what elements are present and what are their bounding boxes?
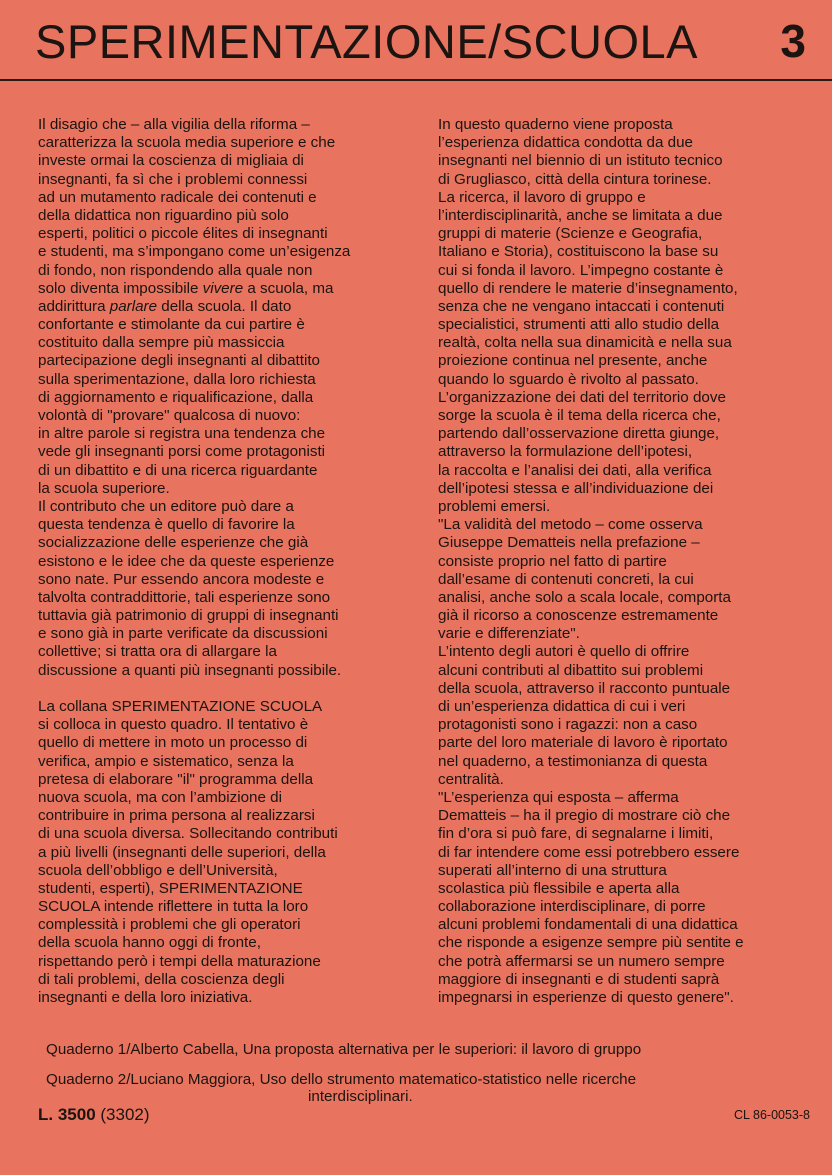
right-column-text-line: che risponde a esigenze sempre più sentite e <box>438 934 744 952</box>
left-column-text-line: caratterizza la scuola media superiore e che <box>38 134 336 152</box>
left-column-text-line: di tali problemi, della coscienza degli <box>38 970 285 988</box>
left-column-text-line: collettive; si tratta ora di allargare la <box>38 643 277 661</box>
left-column-text-line: pretesa di elaborare "il" programma della <box>38 770 314 788</box>
right-column-text-line: la raccolta e l’analisi dei dati, alla verifica <box>438 461 712 479</box>
left-column-text-line: solo diventa impossibile vivere a scuola, ma <box>38 279 334 297</box>
left-column-text-line: ad un mutamento radicale dei contenuti e <box>38 188 317 206</box>
left-column-paragraph-gap <box>38 680 428 698</box>
header <box>0 0 832 80</box>
left-column-text-line: volontà di "provare" qualcosa di nuovo: <box>38 407 301 424</box>
right-column-text-line: della scuola, attraverso il racconto puntuale <box>438 679 731 697</box>
right-column-text-line: quello di rendere le materie d’insegnamento, <box>438 279 738 297</box>
left-column-text-line: costituito dalla sempre più massiccia <box>38 334 285 352</box>
right-column-text-line: "La validità del metodo – come osserva <box>438 516 703 534</box>
right-column-text-line: dall’esame di contenuti concreti, la cui <box>438 570 694 588</box>
header-rule <box>0 79 832 81</box>
left-column-text-line: la scuola superiore. <box>38 479 170 497</box>
left-column-text-line: talvolta contraddittorie, tali esperienze sono <box>38 588 331 606</box>
right-column-text-line: problemi emersi. <box>438 497 551 515</box>
left-column-text-line: insegnanti e della loro iniziativa. <box>38 989 253 1006</box>
right-column-text-line: quando lo sguardo è rivolto al passato. <box>438 370 699 388</box>
right-column-text-line: L’organizzazione dei dati del territorio dove <box>438 388 726 406</box>
right-column-text-line: di Grugliasco, città della cintura torinese. <box>438 170 712 188</box>
left-column-text-line: discussione a quanti più insegnanti possibile. <box>38 661 342 679</box>
emphasis-parlare: parlare <box>109 297 158 315</box>
right-column-text-line: cui si fonda il lavoro. L’impegno costante è <box>438 261 724 279</box>
right-column-text-line: "L’esperienza qui esposta – afferma <box>438 788 679 806</box>
quaderno-2-line-1: Quaderno 2/Luciano Maggiora, Uso dello strumento matematico-statistico nelle ricerche <box>46 1071 637 1088</box>
right-column-text-line: analisi, anche solo a scala locale, comporta <box>438 588 731 606</box>
right-column-text-line: centralità. <box>438 770 504 788</box>
left-column-text-line: della scuola hanno oggi di fronte, <box>38 934 261 952</box>
left-column-text-line: addirittura parlare della scuola. Il dato <box>38 297 292 315</box>
right-column-text-line: specialistici, strumenti atti allo studio della <box>438 316 720 334</box>
right-column-text-line: superati all’interno di una struttura <box>438 861 667 879</box>
right-column-text-line: che potrà affermarsi se un numero sempre <box>438 952 725 970</box>
left-column-text-line: insegnanti, fa sì che i problemi connessi <box>38 170 308 188</box>
series-title: SPERIMENTAZIONE/SCUOLA <box>35 15 699 68</box>
left-column-text-line: socializzazione delle esperienze che già <box>38 534 309 552</box>
left-column-text-line: quello di mettere in moto un processo di <box>38 734 308 752</box>
left-column-text-line: SCUOLA intende riflettere in tutta la loro <box>38 898 309 916</box>
left-column-text-line: Il contributo che un editore può dare a <box>38 497 294 515</box>
right-column-text-line: gruppi di materie (Scienze e Geografia, <box>438 225 703 243</box>
right-column-text-line: sorge la scuola è il tema della ricerca che, <box>438 407 721 424</box>
left-column-text-line: rispettando però i tempi della maturazione <box>38 952 321 970</box>
right-column-text-line: fin d’ora si può fare, di segnalarne i limiti, <box>438 825 714 843</box>
right-column-text-line: impegnarsi in esperienze di questo genere". <box>438 989 734 1006</box>
left-column-text-line: tuttavia già patrimonio di gruppi di insegnanti <box>38 607 339 625</box>
right-column-text-line: proiezione continua nel presente, anche <box>438 352 708 370</box>
right-column-text-line: Italiano e Storia), costituiscono la base su <box>438 243 719 261</box>
left-column-text-line: in altre parole si registra una tendenza che <box>38 425 326 443</box>
left-column-text-line: esperti, politici o piccole élites di insegnanti <box>38 225 328 243</box>
left-column-text-line: Il disagio che – alla vigilia della riforma – <box>38 116 310 133</box>
right-column-text-line: l’esperienza didattica condotta da due <box>438 134 693 152</box>
right-column-text-line: La ricerca, il lavoro di gruppo e <box>438 188 646 206</box>
right-column-text-line: consiste proprio nel fatto di partire <box>438 552 667 570</box>
issue-number: 3 <box>780 15 806 67</box>
right-column-text-line: alcuni contributi al dibattito sui problemi <box>438 661 704 679</box>
left-column-text-line: sono nate. Pur essendo ancora modeste e <box>38 570 325 588</box>
right-column-text-line: collaborazione interdisciplinare, di porre <box>438 898 706 916</box>
right-column-text-line: varie e differenziate". <box>438 625 580 643</box>
right-column-text-line: nel quaderno, a testimonianza di questa <box>438 752 708 770</box>
right-column-text-line: L’intento degli autori è quello di offrire <box>438 643 690 661</box>
quaderno-2-line-2: interdisciplinari. <box>308 1088 413 1105</box>
left-column-text-line: e sono già in parte verificate da discussioni <box>38 625 328 643</box>
right-column-text-line: di un’esperienza didattica di cui i veri <box>438 698 686 715</box>
left-column-text-line: complessità i problemi che gli operatori <box>38 916 301 934</box>
price-paren: (3302) <box>100 1105 150 1124</box>
right-column-text-line: Dematteis – ha il pregio di mostrare ciò che <box>438 807 731 825</box>
right-column-text-line: alcuni problemi fondamentali di una didattica <box>438 916 738 934</box>
left-column-text-line: questa tendenza è quello di favorire la <box>38 516 295 534</box>
left-column-text-line: di aggiornamento e riqualificazione, dalla <box>38 388 314 406</box>
quaderno-1: Quaderno 1/Alberto Cabella, Una proposta alternativa per le superiori: il lavoro di gruppo <box>46 1041 642 1058</box>
right-column-text-line: di far intendere come essi potrebbero essere <box>438 843 740 861</box>
left-column-text-line: di una scuola diversa. Sollecitando contributi <box>38 825 338 843</box>
left-column-text-line: partecipazione degli insegnanti al dibattito <box>38 352 321 370</box>
catalog-code: CL 86-0053-8 <box>734 1108 810 1122</box>
left-column-text-line: di un dibattito e di una ricerca riguardante <box>38 461 318 479</box>
left-column-text-line: studenti, esperti), SPERIMENTAZIONE <box>38 879 303 897</box>
right-column-text-line: scolastica più flessibile e aperta alla <box>438 879 680 897</box>
left-column-text-line: sulla sperimentazione, dalla loro richiesta <box>38 370 316 388</box>
right-column-text-line: l’interdisciplinarità, anche se limitata a due <box>438 206 723 224</box>
right-column-text-line: protagonisti sono i ragazzi: non a caso <box>438 716 698 734</box>
left-column-text-line: contribuire in prima persona al realizzarsi <box>38 807 315 825</box>
left-column <box>38 116 428 1007</box>
right-column-text-line: Giuseppe Dematteis nella prefazione – <box>438 534 700 552</box>
emphasis-vivere: vivere <box>202 279 244 297</box>
right-column-text-line: insegnanti nel biennio di un istituto tecnico <box>438 152 723 170</box>
right-column-text-line: partendo dall’osservazione diretta giunge, <box>438 425 720 443</box>
right-column-text-line: senza che ne vengano intaccati i contenuti <box>438 297 725 315</box>
left-column-text-line: verifica, ampio e sistematico, senza la <box>38 752 294 770</box>
left-column-text-line: di fondo, non rispondendo alla quale non <box>38 261 313 279</box>
price-value: L. 3500 <box>38 1105 96 1124</box>
right-column-text-line: già il ricorso a conoscenze estremamente <box>438 607 719 625</box>
left-column-text-line: La collana SPERIMENTAZIONE SCUOLA <box>38 698 323 715</box>
right-column-text-line: dell’ipotesi stessa e all’individuazione dei <box>438 479 714 497</box>
left-column-text-line: esistono e le idee che da queste esperienze <box>38 552 335 570</box>
left-column-text-line: nuova scuola, ma con l’ambizione di <box>38 788 282 806</box>
right-column-text-line: In questo quaderno viene proposta <box>438 116 673 133</box>
left-column-text-line: investe ormai la coscienza di migliaia di <box>38 152 304 170</box>
price <box>38 1105 150 1125</box>
right-column <box>438 116 816 1007</box>
left-column-text-line: vede gli insegnanti porsi come protagonisti <box>38 443 326 461</box>
right-column-text-line: attraverso la formulazione dell’ipotesi, <box>438 443 693 461</box>
left-column-text-line: si colloca in questo quadro. Il tentativo è <box>38 716 309 734</box>
left-column-text-line: scuola dell’obbligo e dell’Università, <box>38 861 278 879</box>
left-column-text-line: a più livelli (insegnanti delle superiori, della <box>38 843 326 861</box>
right-column-text-line: maggiore di insegnanti e di studenti saprà <box>438 970 720 988</box>
right-column-text-line: realtà, colta nella sua dinamicità e nella sua <box>438 334 732 352</box>
left-column-text-line: e studenti, ma s’impongano come un’esigenza <box>38 243 351 261</box>
left-column-text-line: confortante e stimolante da cui partire è <box>38 316 305 334</box>
left-column-text-line: della didattica non riguardino più solo <box>38 206 289 224</box>
right-column-text-line: parte del loro materiale di lavoro è riportato <box>438 734 728 752</box>
